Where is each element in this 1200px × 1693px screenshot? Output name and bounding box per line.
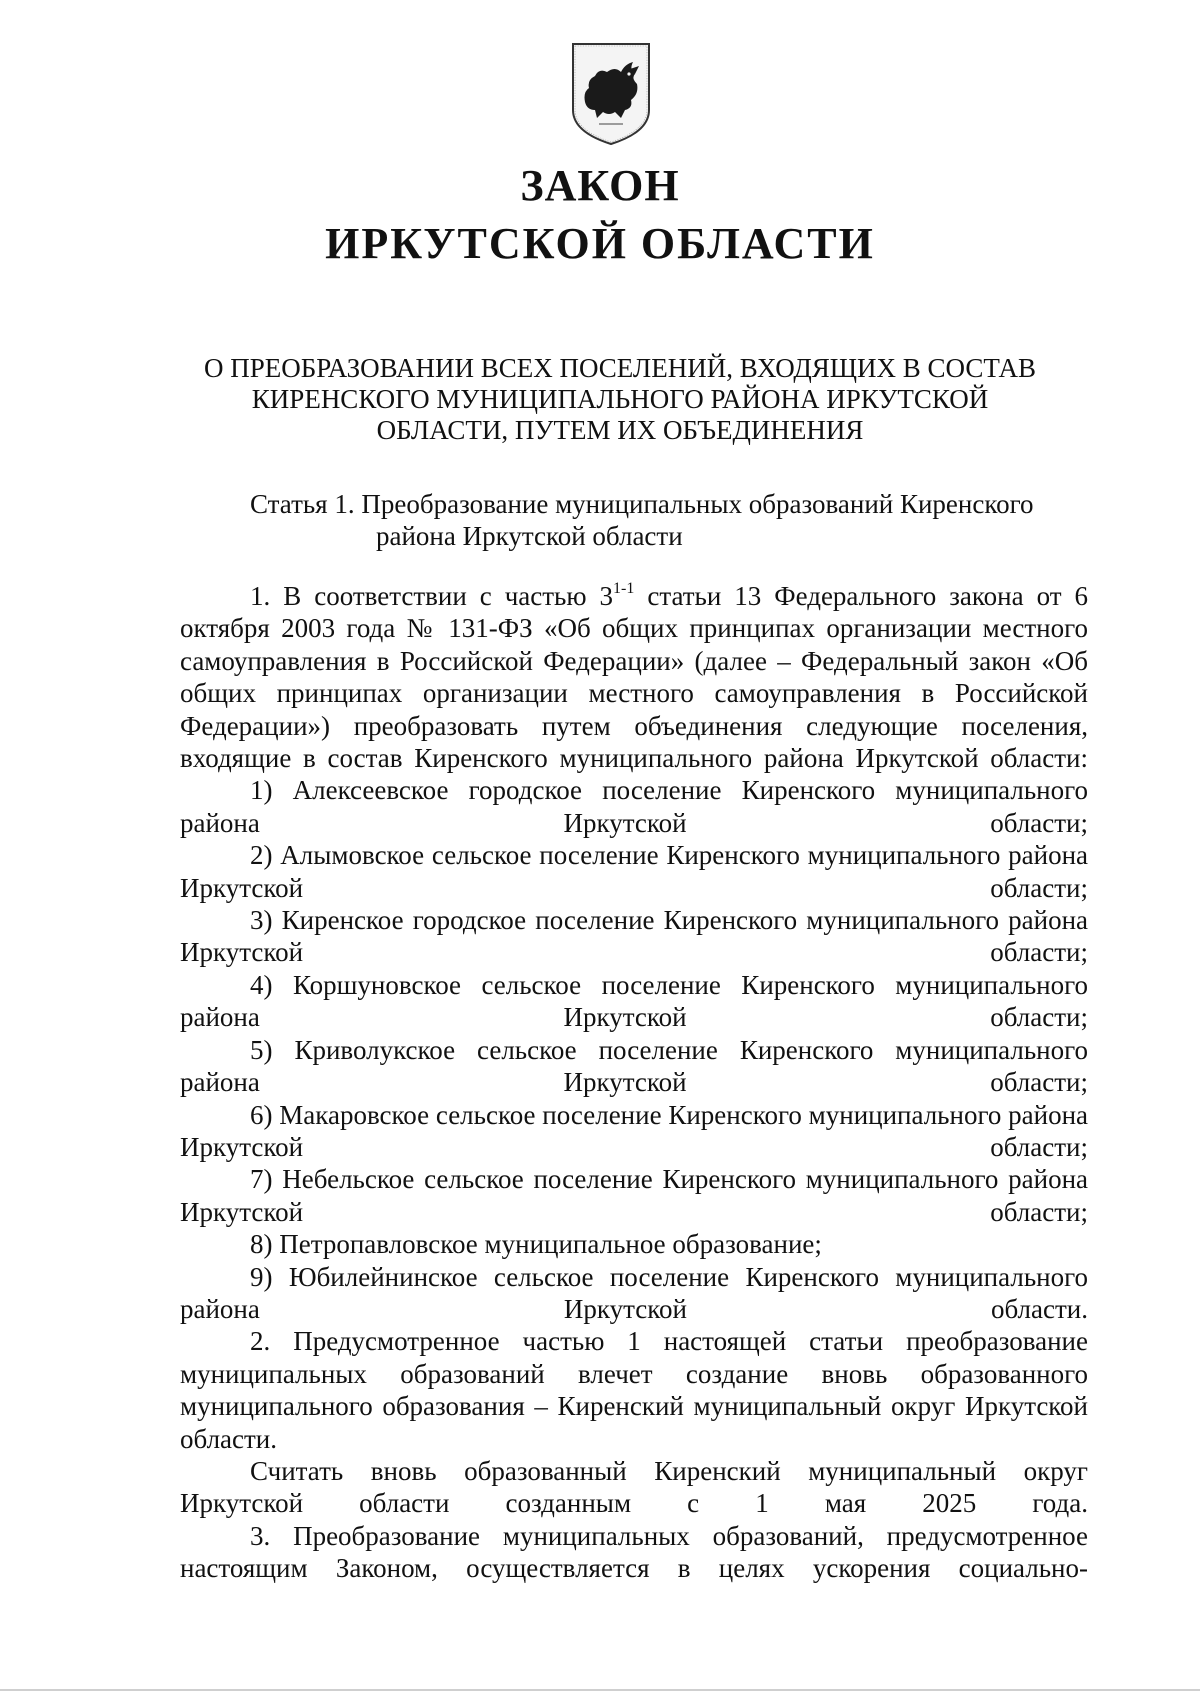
law-title: ЗАКОН — [520, 161, 680, 210]
paragraph-1: 1. В соответствии с частью 3$^{1-1}$ статьи 13 Федерального закона от 6 октября 2003 года № 131-ФЗ «Об общих принципах организации местного самоуправления в Российской Федерации» (далее – Федеральный закон «Об общих принципах организации местного самоуправления в Российской Федерации») преобразовать путем объединения следующие поселения, входящие в состав Киренского муниципального района Иркутской области: — [180, 580, 1088, 774]
heading-line: О ПРЕОБРАЗОВАНИИ ВСЕХ ПОСЕЛЕНИЙ, ВХОДЯЩИХ В СОСТАВ — [203, 353, 1037, 383]
page-edge-divider — [0, 1689, 1200, 1691]
paragraph-3: 3. Преобразование муниципальных образований, предусмотренное настоящим Законом, осуществляется в целях ускорения социально- — [180, 1520, 1088, 1584]
list-item: 5) Криволукское сельское поселение Киренского муниципального района Иркутской области; — [180, 1034, 1088, 1098]
paragraph-2: 2. Предусмотренное частью 1 настоящей статьи преобразование муниципальных образований влечет создание вновь образованного муниципального образования – Киренский муниципальный округ Иркутской области. — [180, 1326, 1088, 1454]
law-heading — [160, 353, 1080, 446]
coat-of-arms-emblem — [569, 40, 653, 148]
heading-line: ОБЛАСТИ, ПУТЕМ ИХ ОБЪЕДИНЕНИЯ — [376, 415, 864, 445]
article-body — [180, 580, 1088, 1585]
list-item: 8) Петропавловское муниципальное образование; — [250, 1229, 822, 1260]
article-heading — [250, 488, 1090, 552]
paragraph-2-continuation: Считать вновь образованный Киренский муниципальный округ Иркутской области созданным с 1 мая 2025 года. — [180, 1455, 1088, 1519]
list-item: 7) Небельское сельское поселение Киренского муниципального района Иркутской области; — [180, 1164, 1088, 1227]
article-title-line: района Иркутской области — [376, 521, 683, 551]
list-item: 1) Алексеевское городское поселение Киренского муниципального района Иркутской области; — [180, 775, 1088, 838]
article-label: Статья 1. — [250, 489, 362, 519]
law-region-title: ИРКУТСКОЙ ОБЛАСТИ — [325, 219, 875, 268]
article-title-line: Преобразование муниципальных образований Киренского — [361, 489, 1034, 519]
list-item: 3) Киренское городское поселение Киренского муниципального района Иркутской области; — [180, 905, 1088, 968]
list-item: 4) Коршуновское сельское поселение Киренского муниципального района Иркутской области; — [180, 969, 1088, 1033]
list-item: 9) Юбилейнинское сельское поселение Киренского муниципального района Иркутской области. — [180, 1261, 1088, 1324]
list-item: 6) Макаровское сельское поселение Киренского муниципального района Иркутской области; — [180, 1099, 1088, 1162]
list-item: 2) Алымовское сельское поселение Киренского муниципального района Иркутской области; — [180, 840, 1088, 903]
superscript: 1-1 — [613, 580, 635, 597]
heading-line: КИРЕНСКОГО МУНИЦИПАЛЬНОГО РАЙОНА ИРКУТСКОЙ — [251, 384, 989, 414]
